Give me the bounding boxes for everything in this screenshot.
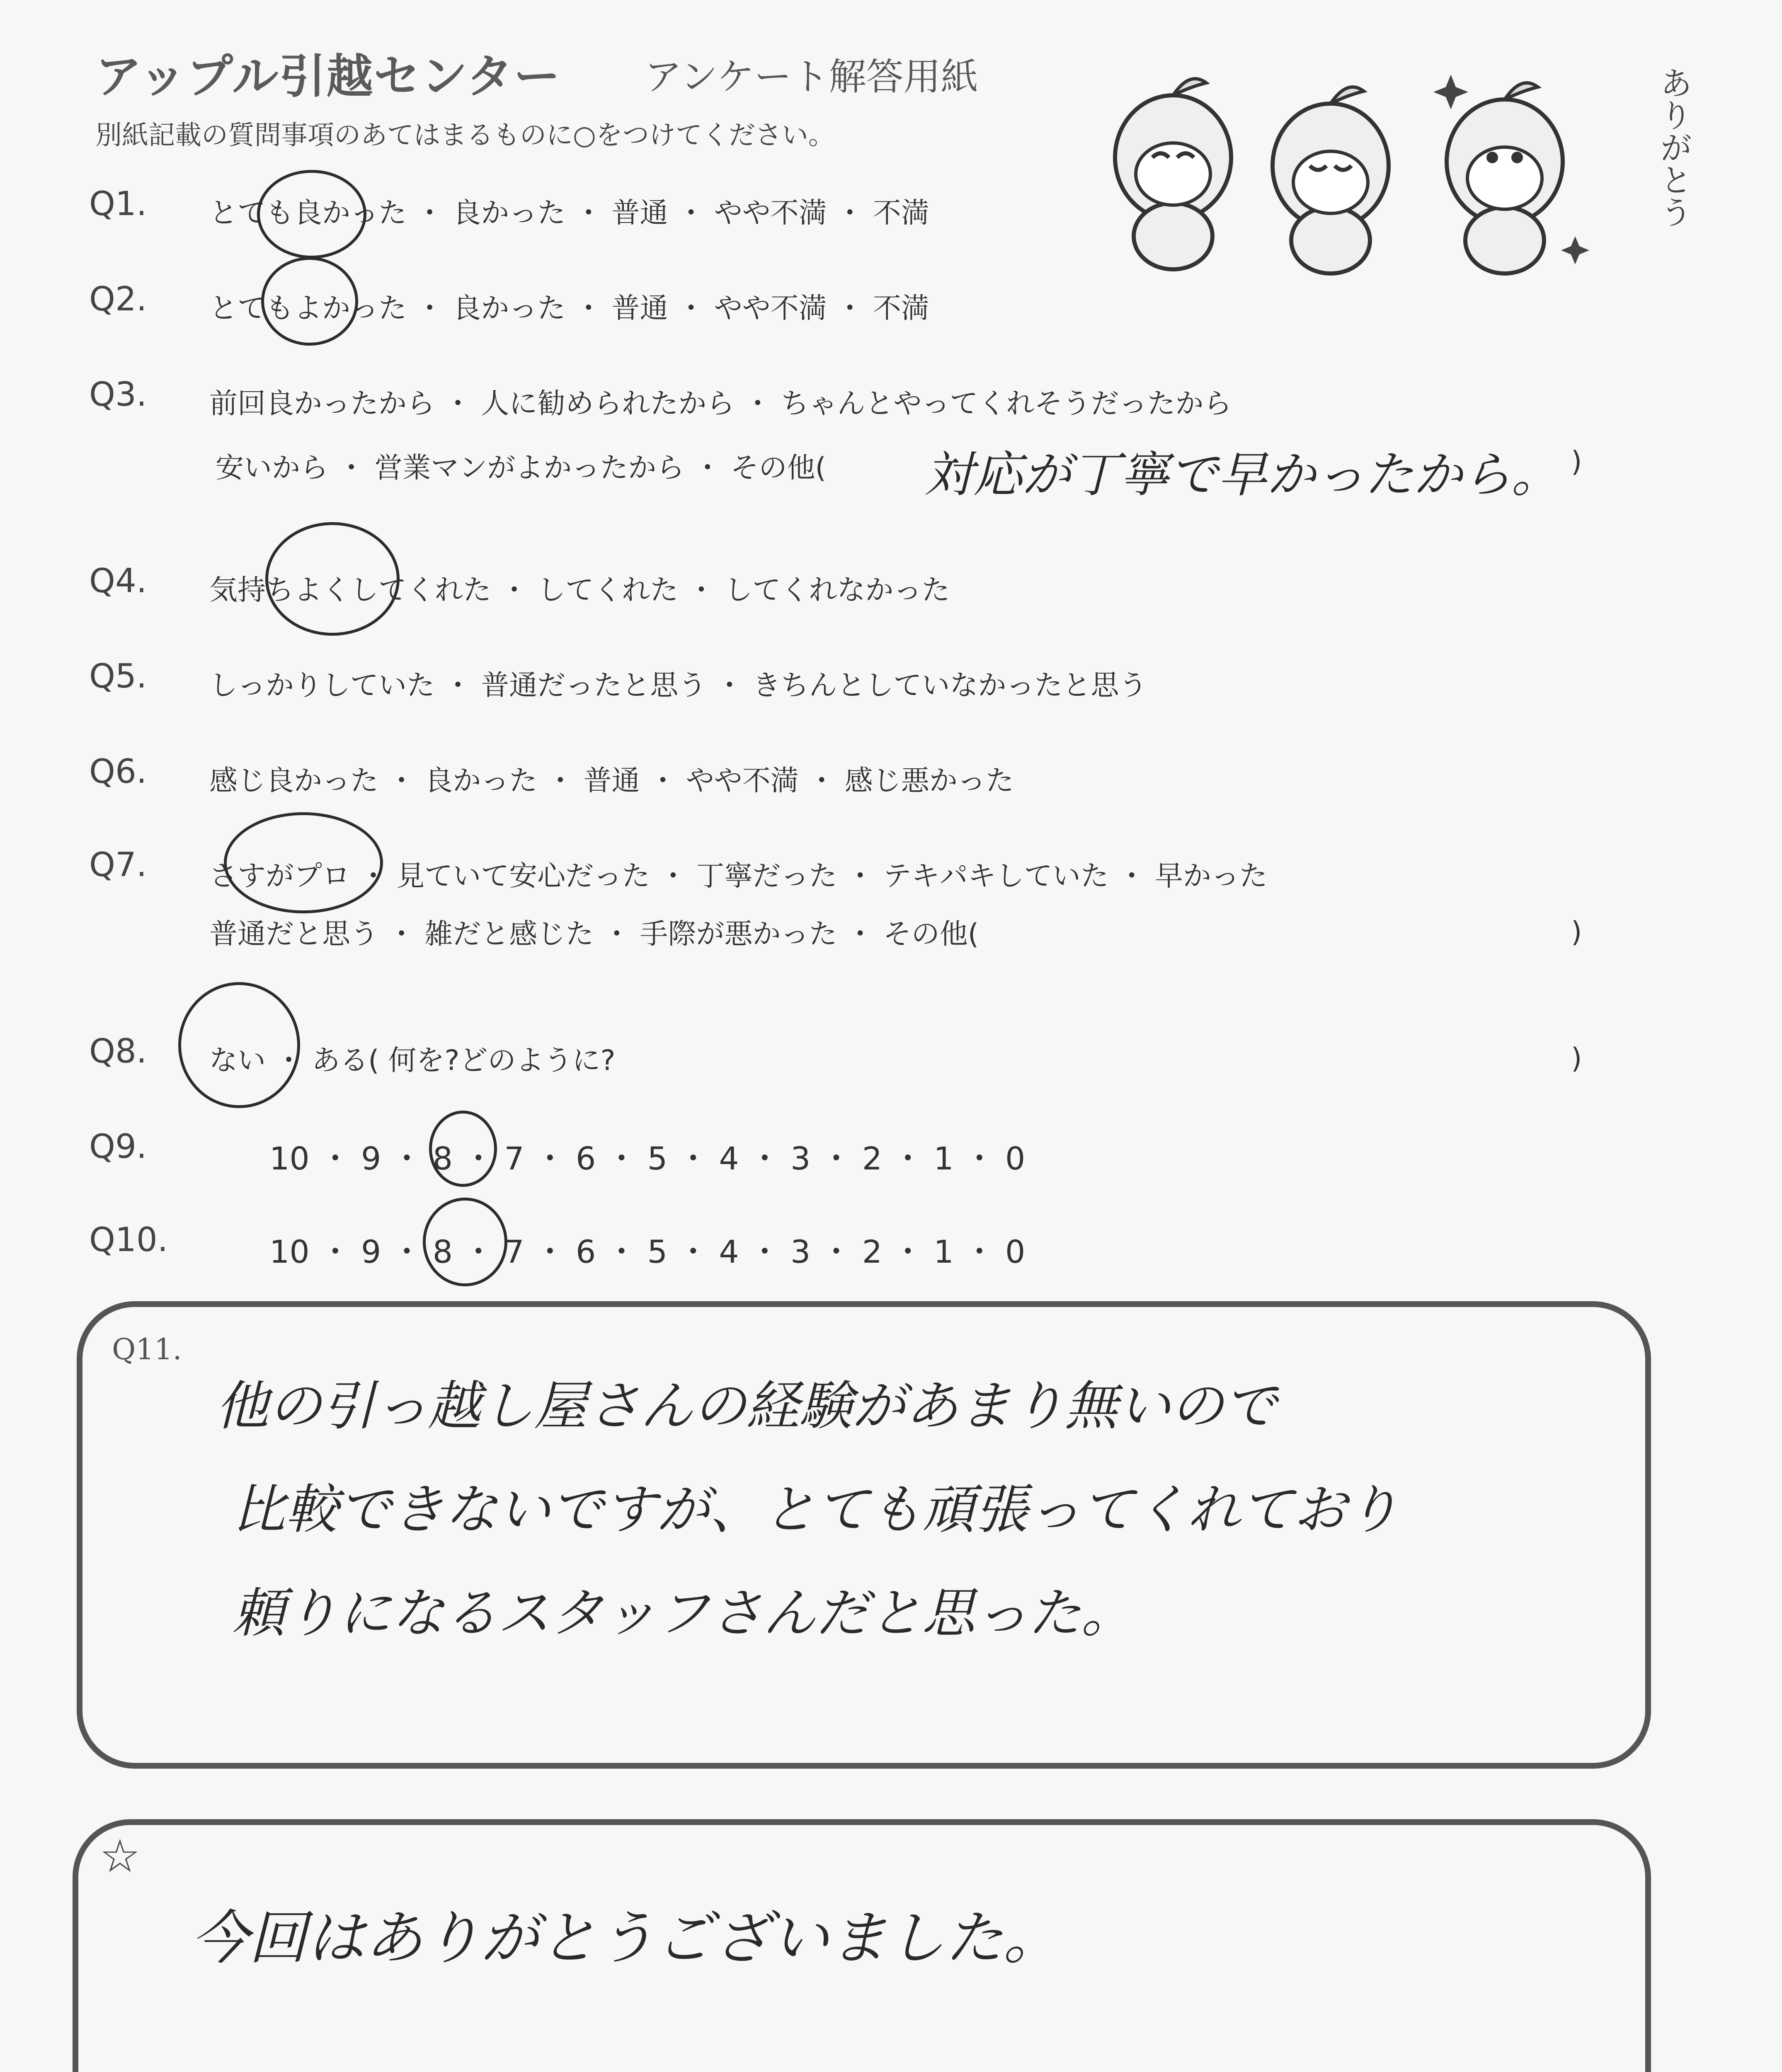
q8-number: Q8. (89, 1032, 147, 1070)
comment-line: 今回はありがとうございました。 (191, 1905, 1062, 1972)
instructions: 別紙記載の質問事項のあてはまるものに○をつけてください。 (95, 120, 835, 151)
q10-answer-circle (423, 1198, 507, 1286)
q4-number: Q4. (89, 562, 147, 600)
q3-options-line2: 安いから ・ 営業マンがよかったから ・ その他( (216, 452, 826, 484)
q1-number: Q1. (89, 184, 147, 223)
q10-number: Q10. (89, 1220, 168, 1259)
monkey-illustration (1086, 62, 1633, 278)
form-title: アップル引越センター (95, 50, 561, 104)
q2-answer-circle (261, 257, 358, 346)
star-icon: ☆ (99, 1830, 141, 1883)
q4-answer-circle (265, 522, 400, 636)
q9-number: Q9. (89, 1127, 147, 1166)
q11-line-3: 頼りになるスタッフさんだと思った。 (232, 1583, 1135, 1644)
q3-number: Q3. (89, 375, 147, 414)
q9-scale: 10 ・ 9 ・ 8 ・ 7 ・ 6 ・ 5 ・ 4 ・ 3 ・ 2 ・ 1 ・ 0 (269, 1140, 1026, 1177)
q3-close-paren: ) (1571, 445, 1582, 478)
q6-number: Q6. (89, 752, 147, 791)
q7-number: Q7. (89, 845, 147, 884)
q1-options: とても良かった ・ 良かった ・ 普通 ・ やや不満 ・ 不満 (209, 197, 929, 230)
form-subtitle: アンケート解答用紙 (645, 55, 978, 99)
q11-line-2: 比較できないですが、とても頑張ってくれており (232, 1479, 1400, 1541)
q6-options: 感じ良かった ・ 良かった ・ 普通 ・ やや不満 ・ 感じ悪かった (209, 765, 1014, 797)
q5-options: しっかりしていた ・ 普通だったと思う ・ きちんとしていなかったと思う (209, 669, 1147, 702)
q8-close-paren: ) (1571, 1042, 1582, 1075)
q3-options-line1: 前回良かったから ・ 人に勧められたから ・ ちゃんとやってくれそうだったから (209, 387, 1232, 420)
q2-options: とてもよかった ・ 良かった ・ 普通 ・ やや不満 ・ 不満 (209, 292, 929, 325)
q7-options-line2: 普通だと思う ・ 雑だと感じた ・ 手際が悪かった ・ その他( (209, 918, 979, 951)
q9-answer-circle (429, 1111, 497, 1187)
q11-label: Q11. (112, 1332, 182, 1366)
q5-number: Q5. (89, 657, 147, 695)
q7-close-paren: ) (1571, 916, 1582, 949)
q1-answer-circle (257, 170, 366, 259)
q8-answer-circle (178, 982, 300, 1108)
q11-line-1: 他の引っ越し屋さんの経験があまり無いので (216, 1375, 1277, 1437)
q4-options: 気持ちよくしてくれた ・ してくれた ・ してくれなかった (209, 574, 950, 607)
q3-other-handwritten: 対応が丁寧で早かったから。 (924, 446, 1561, 503)
q10-scale: 10 ・ 9 ・ 8 ・ 7 ・ 6 ・ 5 ・ 4 ・ 3 ・ 2 ・ 1 ・ 0 (269, 1233, 1026, 1270)
q7-answer-circle (224, 812, 383, 913)
q8-options: ない ・ ある( 何を?どのように? (209, 1044, 616, 1077)
q7-options-line1: さすがプロ ・ 見ていて安心だった ・ 丁寧だった ・ テキパキしていた ・ 早かった (209, 860, 1268, 893)
thanks-text: ありがとう (1655, 66, 1692, 228)
q2-number: Q2. (89, 280, 147, 318)
